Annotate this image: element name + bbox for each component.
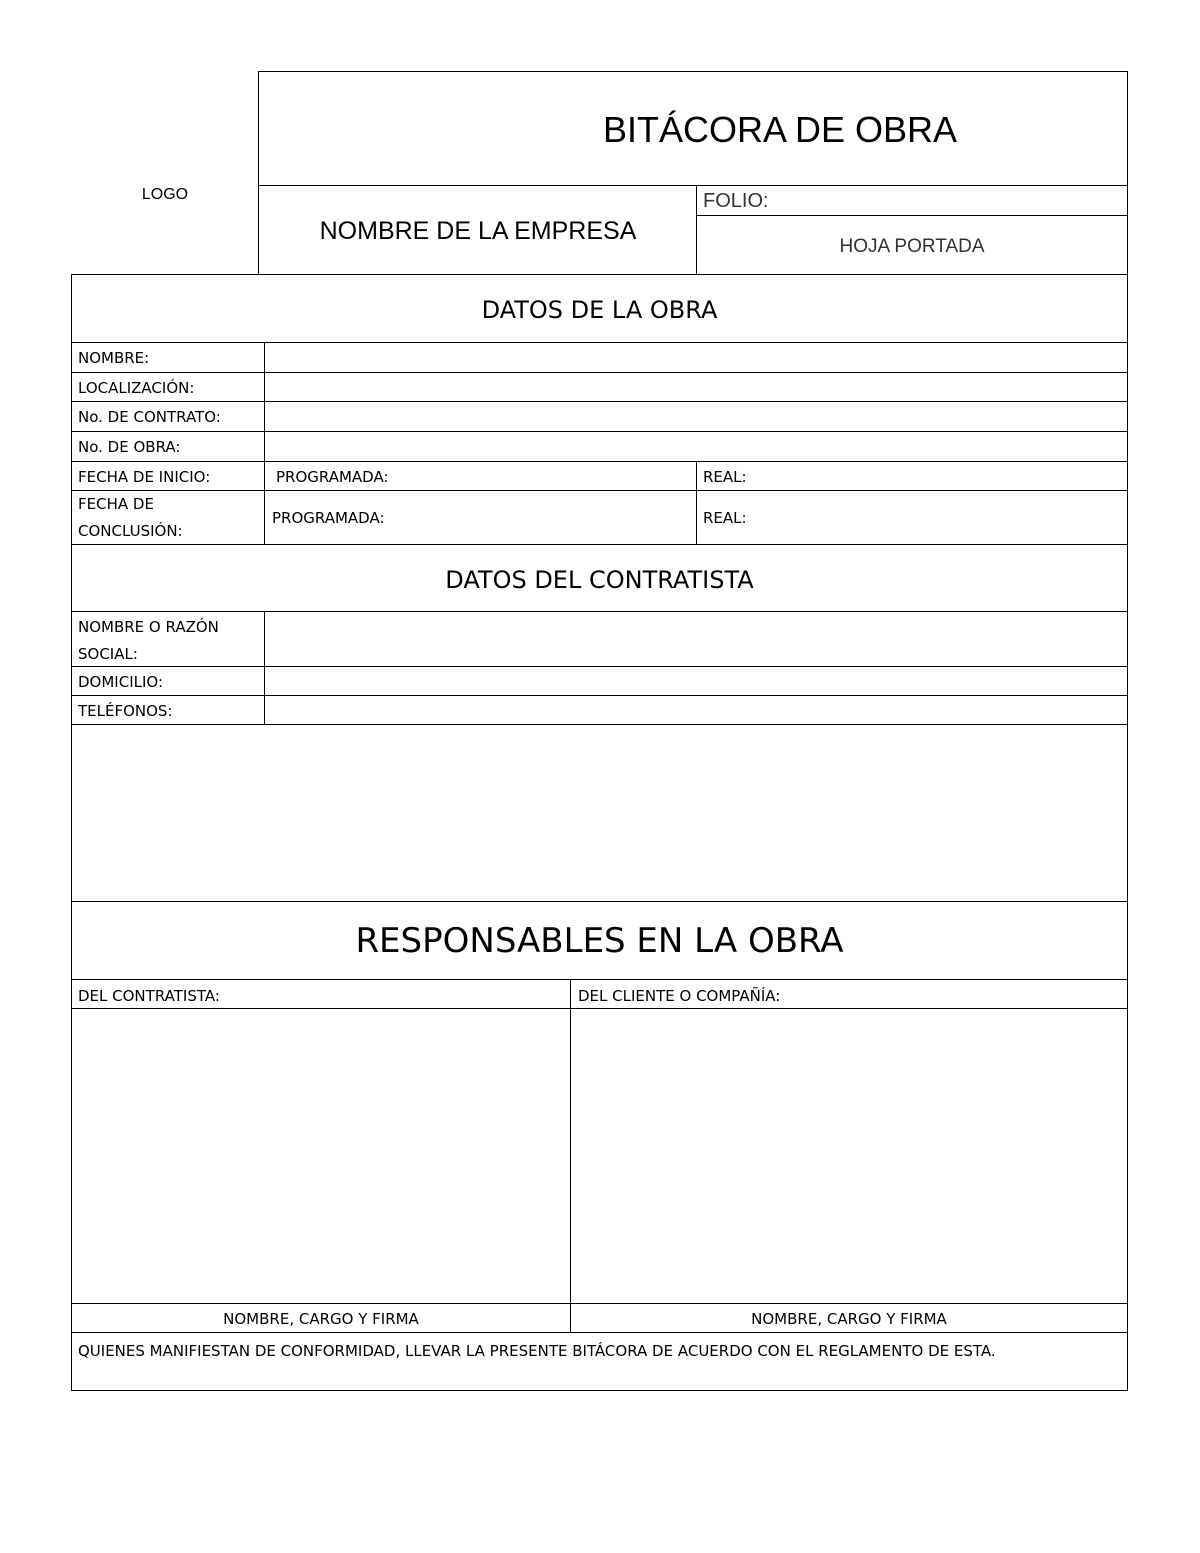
label-nombre: NOMBRE:: [78, 349, 150, 367]
sheet-label: HOJA PORTADA: [839, 236, 985, 257]
divider: [71, 1390, 1128, 1391]
divider: [71, 724, 1128, 725]
contratista-signature-area[interactable]: [72, 1010, 569, 1302]
label-num-obra: No. DE OBRA:: [78, 438, 181, 456]
section-title-contratista: DATOS DEL CONTRATISTA: [445, 566, 754, 594]
inicio-real-label: REAL:: [703, 468, 747, 486]
logo-placeholder: LOGO: [141, 186, 189, 203]
telefonos-field[interactable]: [266, 697, 1126, 723]
label-telefonos: TELÉFONOS:: [78, 702, 173, 720]
label-contrato: No. DE CONTRATO:: [78, 408, 221, 426]
nombre-field[interactable]: [266, 344, 1126, 371]
section-title-responsables: RESPONSABLES EN LA OBRA: [355, 921, 844, 961]
divider: [258, 71, 1128, 72]
num-obra-field[interactable]: [266, 433, 1126, 460]
label-fecha-conclusion-1: FECHA DE: [78, 495, 154, 513]
firma-left-label: NOMBRE, CARGO Y FIRMA: [223, 1310, 419, 1328]
divider: [264, 611, 265, 724]
divider: [71, 666, 1128, 667]
divider: [1127, 71, 1128, 1391]
razon-social-field[interactable]: [266, 613, 1126, 665]
conclusion-real-label: REAL:: [703, 509, 747, 527]
divider: [71, 461, 1128, 462]
divider: [71, 431, 1128, 432]
divider: [71, 611, 1128, 612]
label-fecha-inicio: FECHA DE INICIO:: [78, 468, 211, 486]
divider: [258, 185, 1128, 186]
divider: [570, 979, 571, 1332]
document-title: BITÁCORA DE OBRA: [602, 109, 958, 150]
company-name: NOMBRE DE LA EMPRESA: [319, 216, 637, 245]
label-fecha-conclusion-2: CONCLUSIÓN:: [78, 522, 183, 540]
localizacion-field[interactable]: [266, 374, 1126, 400]
domicilio-field[interactable]: [266, 668, 1126, 694]
divider: [696, 185, 697, 275]
label-del-cliente: DEL CLIENTE O COMPAÑÍA:: [578, 987, 781, 1005]
divider: [258, 71, 259, 275]
divider: [71, 979, 1128, 980]
label-domicilio: DOMICILIO:: [78, 673, 163, 691]
divider: [71, 274, 1128, 275]
divider: [71, 544, 1128, 545]
section-title-obra: DATOS DE LA OBRA: [481, 296, 718, 324]
divider: [71, 401, 1128, 402]
divider: [264, 342, 265, 544]
label-localizacion: LOCALIZACIÓN:: [78, 379, 195, 397]
label-razon-social-1: NOMBRE O RAZÓN: [78, 618, 219, 636]
divider: [71, 695, 1128, 696]
label-del-contratista: DEL CONTRATISTA:: [78, 987, 220, 1005]
divider: [71, 1008, 1128, 1009]
divider: [71, 490, 1128, 491]
inicio-programada-label: PROGRAMADA:: [276, 468, 389, 486]
conformity-note: QUIENES MANIFIESTAN DE CONFORMIDAD, LLEVAR LA PRESENTE BITÁCORA DE ACUERDO CON EL REGLAMENTO DE ESTA.: [78, 1342, 996, 1360]
divider: [71, 1303, 1128, 1304]
contrato-field[interactable]: [266, 403, 1126, 430]
divider: [71, 342, 1128, 343]
divider: [71, 372, 1128, 373]
cliente-signature-area[interactable]: [572, 1010, 1126, 1302]
divider: [71, 901, 1128, 902]
folio-label: FOLIO:: [703, 190, 769, 212]
divider: [696, 215, 1128, 216]
firma-right-label: NOMBRE, CARGO Y FIRMA: [751, 1310, 947, 1328]
blank-notes-area[interactable]: [72, 726, 1126, 900]
label-razon-social-2: SOCIAL:: [78, 645, 138, 663]
conclusion-programada-label: PROGRAMADA:: [272, 509, 385, 527]
divider: [696, 461, 697, 544]
